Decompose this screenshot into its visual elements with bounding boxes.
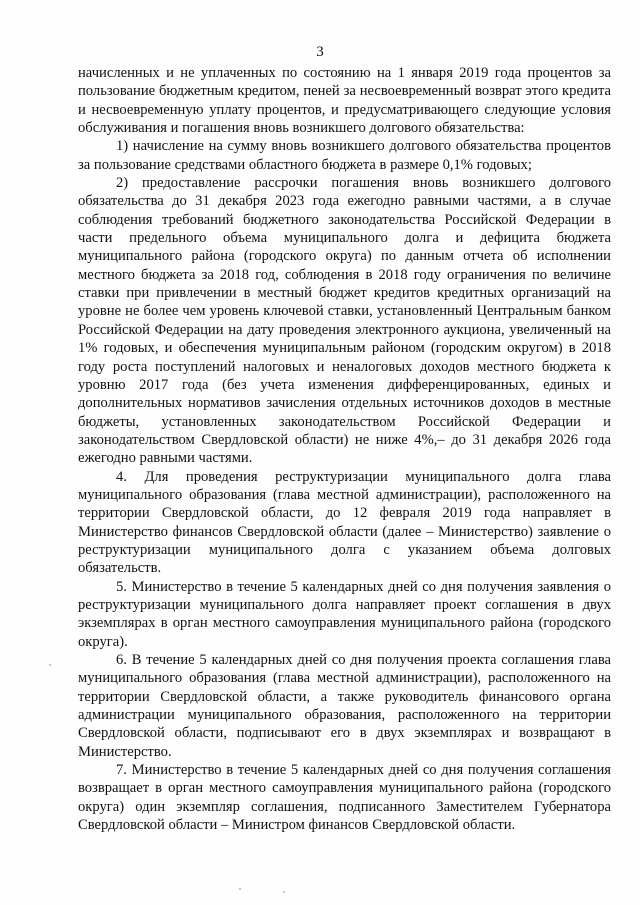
paragraph-clause-7: 7. Министерство в течение 5 календарных дней со дня получения соглашения возвращает в орган местного самоуправления муниципального района (городского округа) один экземпляр соглашения, подписанного Заместителем Губернатора Свердловской области – Министром финансов Свердловской области. <box>78 762 611 834</box>
document-body <box>78 64 611 834</box>
paragraph-item-2: 2) предоставление рассрочки погашения вновь возникшего долгового обязательства до 31 декабря 2023 года ежегодно равными частями, а в случае соблюдения требований бюджетного законодательства Российской Федерации в части предельного объема муниципального долга и дефицита бюджета муниципального района (городского округа) по данным отчета об исполнении местного бюджета за 2018 год, соблюдения в 2018 году ограничения по величине ставки при привлечении в местный бюджет кредитов кредитных организаций на уровне не более чем уровень ключевой ставки, установленный Центральным банком Российской Федерации на дату проведения электронного аукциона, увеличенный на 1% годовых, и обеспечения муниципальным районом (городским округом) в 2018 году роста поступлений налоговых и неналоговых доходов местного бюджета к уровню 2017 года (без учета изменения дифференцированных, единых и дополнительных нормативов зачисления отдельных источников доходов в местные бюджеты, установленных законодательством Российской Федерации и законодательством Свердловской области) не ниже 4%,– до 31 декабря 2026 года ежегодно равными частями. <box>78 175 611 467</box>
paragraph-continuation: начисленных и не уплаченных по состоянию на 1 января 2019 года процентов за пользование бюджетным кредитом, пеней за несвоевременный возврат этого кредита и несвоевременную уплату процентов, и предусматривающего следующие условия обслуживания и погашения вновь возникшего долгового обязательства: <box>78 65 611 137</box>
scan-speck <box>283 891 285 893</box>
paragraph-clause-4: 4. Для проведения реструктуризации муниципального долга глава муниципального образования (глава местной администрации), расположенного на территории Свердловской области, до 12 февраля 2019 года направляет в Министерство финансов Свердловской области (далее – Министерство) заявление о реструктуризации муниципального долга с указанием объема долговых обязательств. <box>78 468 611 577</box>
scan-speck <box>49 664 51 666</box>
scan-speck <box>239 888 241 890</box>
paragraph-clause-6: 6. В течение 5 календарных дней со дня получения проекта соглашения глава муниципального образования (глава местной администрации), расположенного на территории Свердловской области, а также руководитель финансового органа администрации муниципального образования, расположенного на территории Свердловской области, подписывают его в двух экземплярах и возвращают в Министерство. <box>78 652 611 760</box>
page-number: 3 <box>316 44 324 60</box>
paragraph-item-1: 1) начисление на сумму вновь возникшего долгового обязательства процентов за пользование средствами областного бюджета в размере 0,1% годовых; <box>78 138 611 173</box>
paragraph-clause-5: 5. Министерство в течение 5 календарных дней со дня получения заявления о реструктуризации муниципального долга направляет проект соглашения в двух экземплярах в орган местного самоуправления муниципального района (городского округа). <box>78 578 611 650</box>
